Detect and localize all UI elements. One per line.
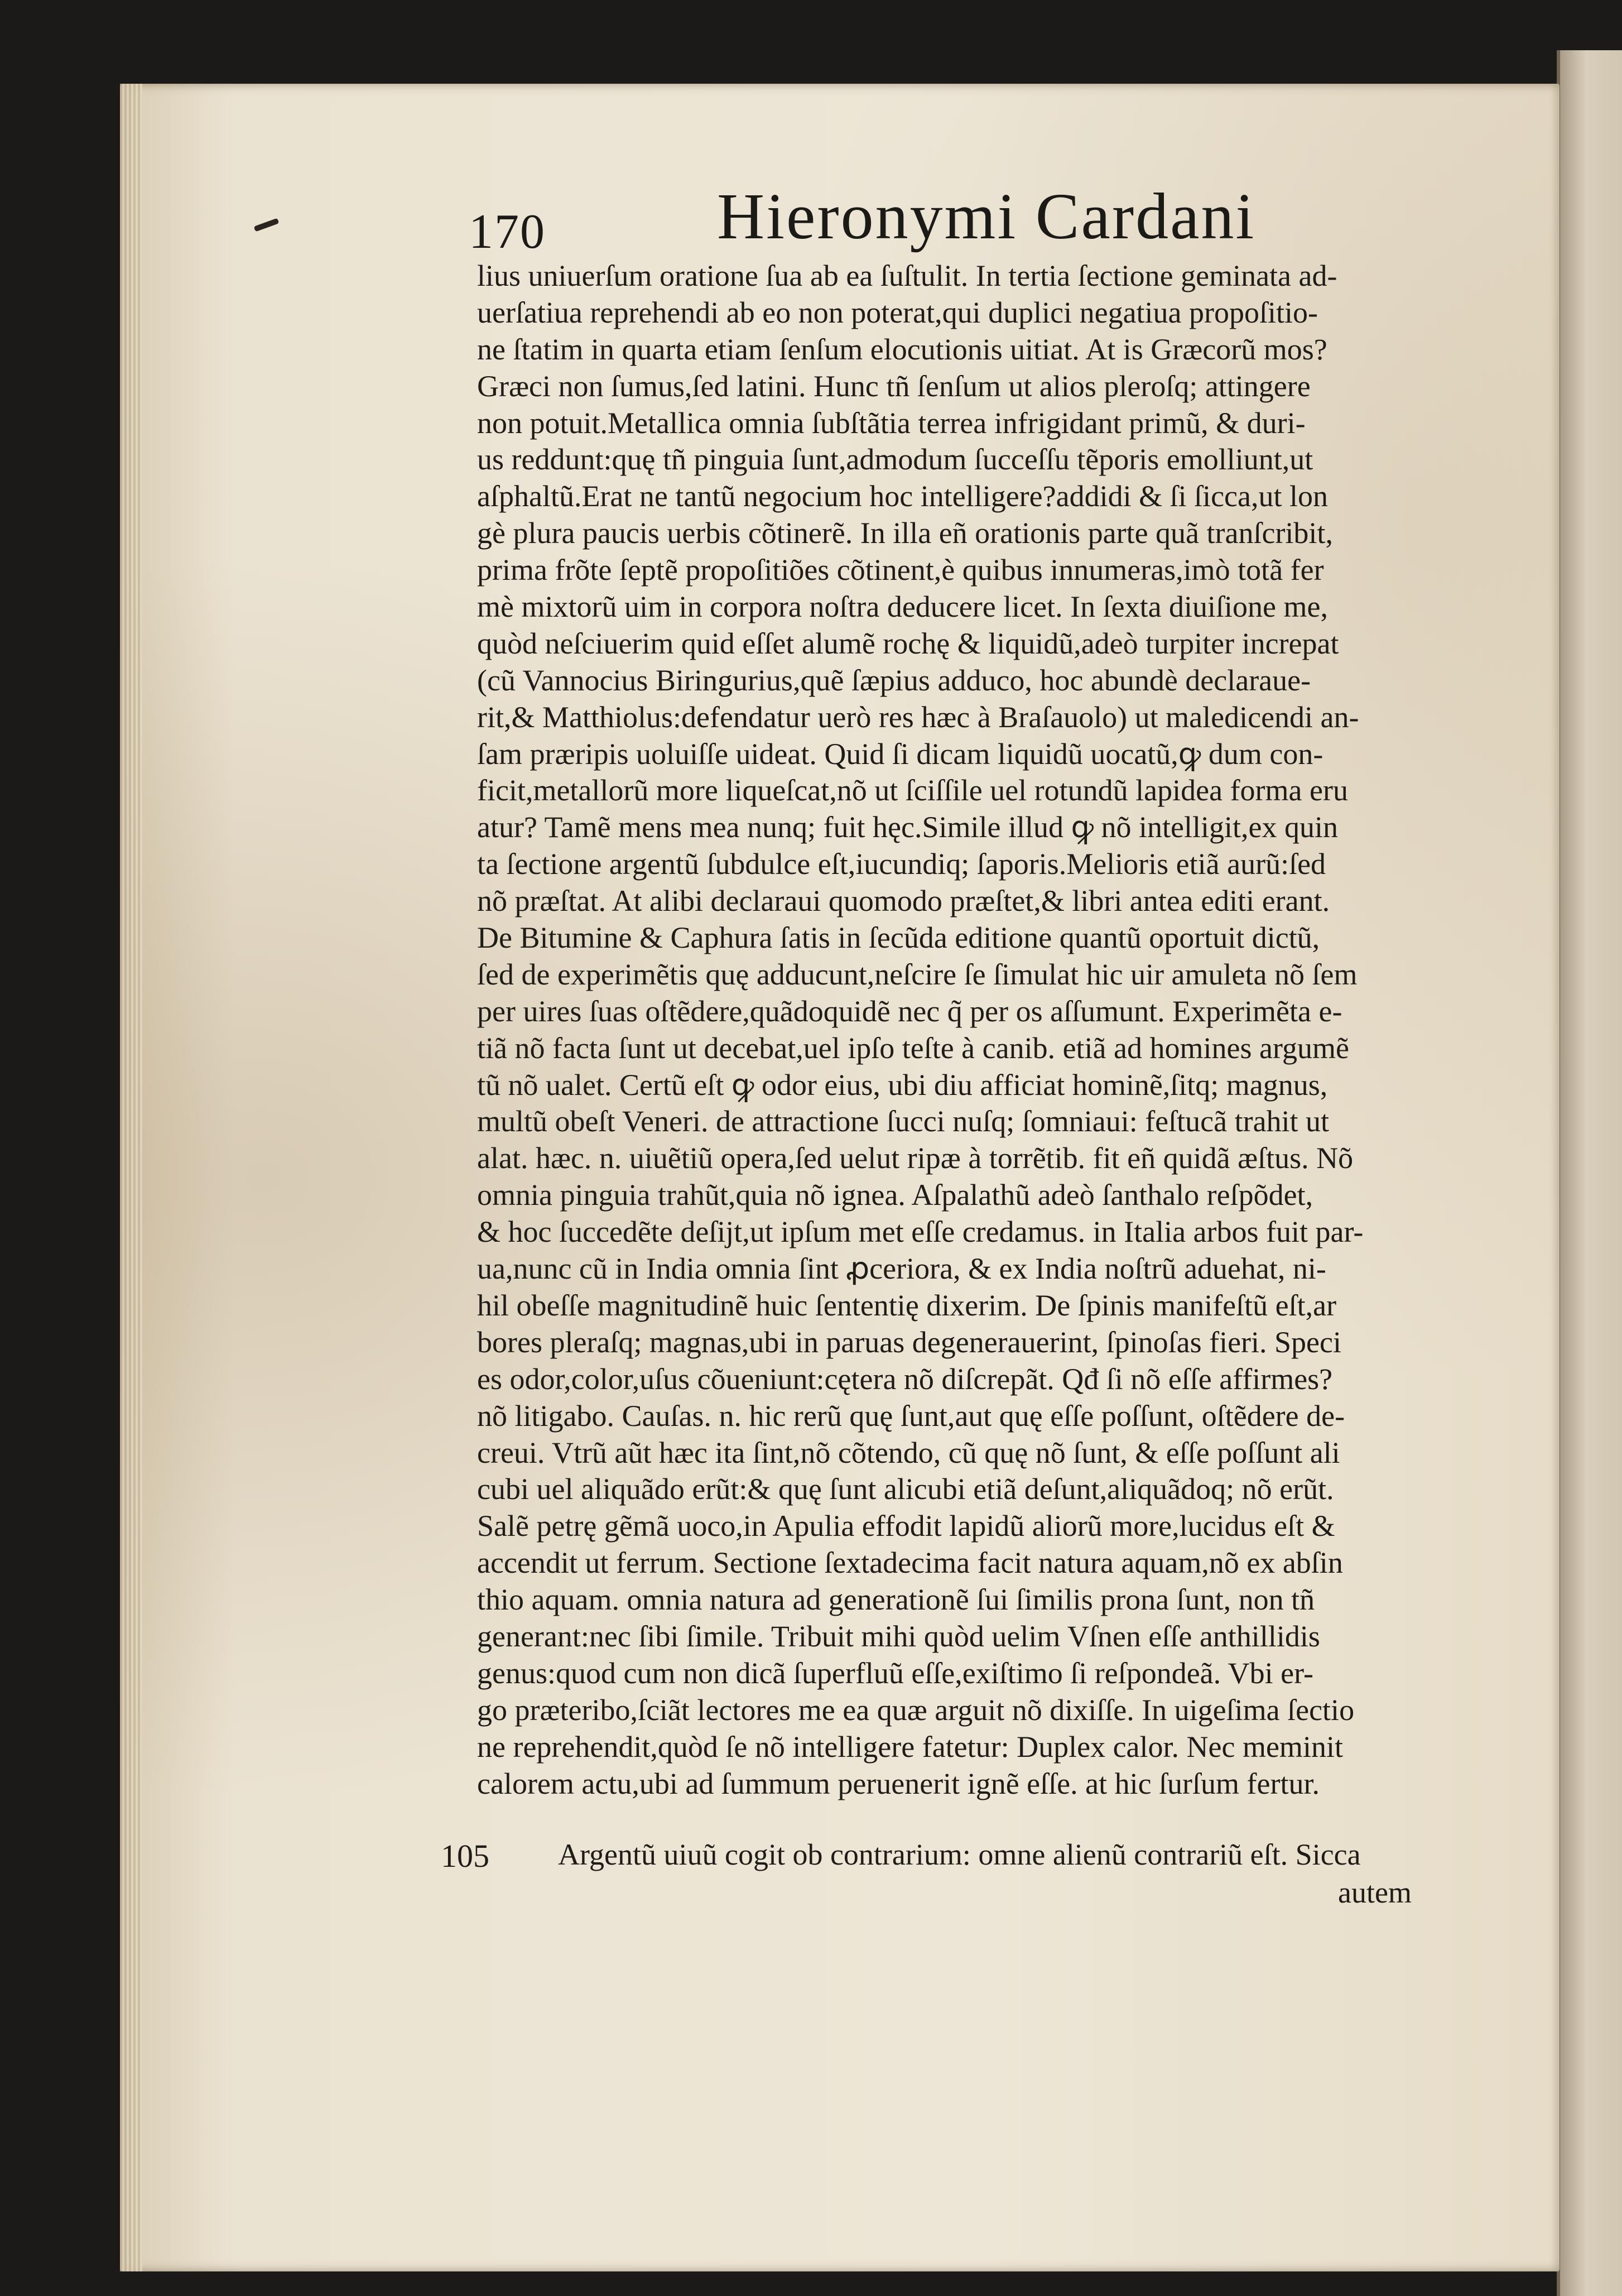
text-line: genus:quod cum non dicã ſuperfluũ eſſe,exiſtimo ſi reſpondeã. Vbi er- <box>477 1656 1314 1690</box>
text-line: non potuit.Metallica omnia ſubſtãtia terrea infrigidant primũ, & duri- <box>477 406 1306 440</box>
text-line: omnia pinguia trahũt,quia nõ ignea. Aſpalathũ adeò ſanthalo reſpõdet, <box>477 1178 1313 1212</box>
text-line: per uires ſuas oſtẽdere,quãdoquidẽ nec q̃ per os aſſumunt. Experimẽta e- <box>477 994 1342 1028</box>
text-line: ne reprehendit,quòd ſe nõ intelligere fatetur: Duplex calor. Nec meminit <box>477 1730 1343 1764</box>
body-text <box>477 258 1426 1802</box>
text-line: Græci non ſumus,ſed latini. Hunc tñ ſenſum ut alios pleroſq; attingere <box>477 369 1311 403</box>
text-line: & hoc ſuccedẽte deſijt,ut ipſum met eſſe credamus. in Italia arbos fuit par- <box>477 1215 1364 1249</box>
text-line: multũ obeſt Veneri. de attractione ſucci nuſq; ſomniaui: feſtucã trahit ut <box>477 1104 1330 1139</box>
text-line: es odor,color,uſus cõueniunt:cętera nõ diſcrepãt. Qđ ſi nõ eſſe affirmes? <box>477 1362 1333 1396</box>
text-line: prima frõte ſeptẽ propoſitiões cõtinent,è quibus innumeras,imò totã fer <box>477 553 1324 587</box>
text-line: thio aquam. omnia natura ad generationẽ ſui ſimilis prona ſunt, non tñ <box>477 1583 1315 1617</box>
page-gutter-edge <box>120 84 142 2271</box>
running-title: Hieronymi Cardani <box>717 180 1256 253</box>
text-line: ta ſectione argentũ ſubdulce eſt,iucundiq; ſaporis.Melioris etiã aurũ:ſed <box>477 847 1326 881</box>
text-line: alat. hæc. n. uiuẽtiũ opera,ſed uelut ripæ à torrẽtib. fit eñ quidã æſtus. Nõ <box>477 1141 1354 1175</box>
text-line: mè mixtorũ uim in corpora noſtra deducere licet. In ſexta diuiſione me, <box>477 590 1328 624</box>
text-line: ua,nunc cũ in India omnia ſint ꝓceriora, & ex India noſtrũ aduehat, ni- <box>477 1252 1326 1286</box>
signature-mark: 105 <box>441 1838 489 1874</box>
text-line: creui. Vtrũ aũt hæc ita ſint,nõ cõtendo, cũ quę nõ ſunt, & eſſe poſſunt ali <box>477 1435 1340 1469</box>
text-line: ne ſtatim in quarta etiam ſenſum elocutionis uitiat. At is Græcorũ mos? <box>477 332 1327 366</box>
text-line: us reddunt:quę tñ pinguia ſunt,admodum ſucceſſu tẽporis emolliunt,ut <box>477 443 1313 477</box>
text-line: aſphaltũ.Erat ne tantũ negocium hoc intelligere?addidi & ſi ſicca,ut lon <box>477 479 1328 513</box>
text-line: nõ litigabo. Cauſas. n. hic rerũ quę ſunt,aut quę eſſe poſſunt, oſtẽdere de- <box>477 1399 1345 1433</box>
text-line: accendit ut ferrum. Sectione ſextadecima facit natura aquam,nõ ex abſin <box>477 1546 1343 1580</box>
text-line: De Bitumine & Caphura ſatis in ſecũda editione quantũ oportuit dictũ, <box>477 921 1320 955</box>
text-line: nõ præſtat. At alibi declaraui quomodo præſtet,& libri antea editi erant. <box>477 884 1330 918</box>
text-line: tiã nõ facta ſunt ut decebat,uel ipſo teſte à canib. etiã ad homines argumẽ <box>477 1031 1349 1065</box>
text-line: cubi uel aliquãdo erũt:& quę ſunt alicubi etiã deſunt,aliquãdoq; nõ erũt. <box>477 1472 1334 1506</box>
text-line: uerſatiua reprehendi ab eo non poterat,qui duplici negatiua propoſitio- <box>477 295 1318 329</box>
page-number: 170 <box>469 205 546 259</box>
catchword: autem <box>1338 1876 1412 1909</box>
text-line: ſam præripis uoluiſſe uideat. Quid ſi dicam liquidũ uocatũ,ꝙ dum con- <box>477 737 1323 771</box>
text-line: tũ nõ ualet. Certũ eſt ꝙ odor eius, ubi diu afficiat hominẽ,ſitq; magnus, <box>477 1068 1328 1102</box>
text-line: Salẽ petrę gẽmã uoco,in Apulia effodit lapidũ aliorũ more,lucidus eſt & <box>477 1509 1335 1543</box>
text-line: rit,& Matthiolus:defendatur uerò res hæc à Braſauolo) ut maledicendi an- <box>477 700 1359 734</box>
text-line: generant:nec ſibi ſimile. Tribuit mihi quòd uelim Vſnen eſſe anthillidis <box>477 1619 1320 1653</box>
text-line: hil obeſſe magnitudinẽ huic ſententię dixerim. De ſpinis manifeſtũ eſt,ar <box>477 1288 1337 1322</box>
body-text-last-line: Argentũ uiuũ cogit ob contrarium: omne alienũ contrariũ eſt. Sicca <box>558 1838 1361 1871</box>
text-line: atur? Tamẽ mens mea nunq; fuit hęc.Simile illud ꝙ nõ intelligit,ex quin <box>477 810 1338 844</box>
text-line: (cũ Vannocius Biringurius,quẽ ſæpius adduco, hoc abundè declaraue- <box>477 663 1311 697</box>
text-line: calorem actu,ubi ad ſummum peruenerit ignẽ eſſe. at hic ſurſum fertur. <box>477 1766 1320 1800</box>
page-header <box>469 179 1256 259</box>
text-line: gè plura paucis uerbis cõtinerẽ. In illa eñ orationis parte quã tranſcribit, <box>477 516 1333 550</box>
text-line: ficit,metallorũ more liqueſcat,nõ ut ſciſſile uel rotundũ lapidea forma eru <box>477 774 1348 808</box>
text-line: quòd neſciuerim quid eſſet alumẽ rochę & liquidũ,adeò turpiter increpat <box>477 626 1339 660</box>
text-line: bores pleraſq; magnas,ubi in paruas degenerauerint, ſpinoſas fieri. Speci <box>477 1325 1341 1359</box>
text-line: go præteribo,ſciãt lectores me ea quæ arguit nõ dixiſſe. In uigeſima ſectio <box>477 1693 1355 1727</box>
text-line: ſed de experimẽtis quę adducunt,neſcire ſe ſimulat hic uir amuleta nõ ſem <box>477 957 1358 991</box>
text-line: lius uniuerſum oratione ſua ab ea ſuſtulit. In tertia ſectione geminata ad- <box>477 259 1337 292</box>
facing-page-edge <box>1557 50 1622 2296</box>
